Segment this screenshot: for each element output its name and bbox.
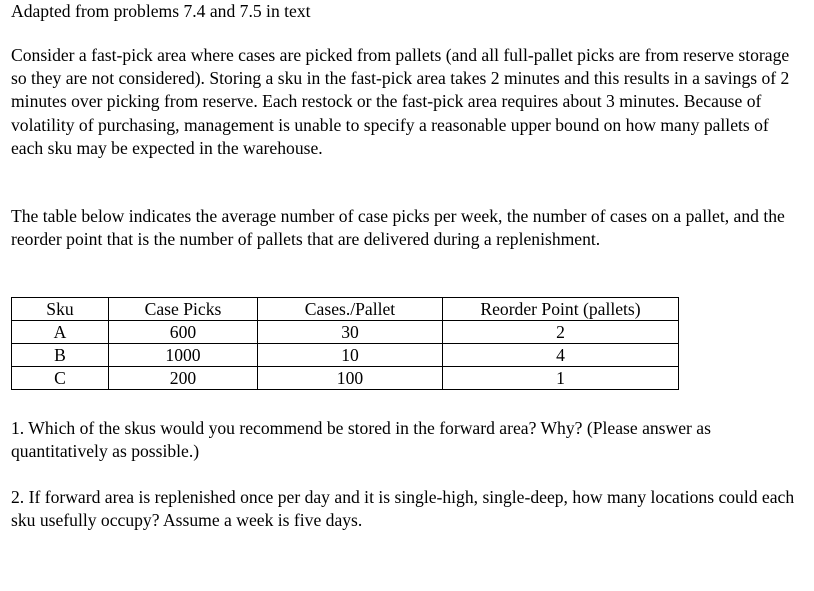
cell-case-picks: 200	[109, 367, 258, 390]
document-heading: Adapted from problems 7.4 and 7.5 in text	[11, 1, 311, 21]
sku-data-table	[11, 297, 679, 390]
problem-description-paragraph: Consider a fast-pick area where cases are picked from pallets (and all full-pallet picks are from reserve storage so they are not considered). Storing a sku in the fast-pick area takes 2 minutes and this results in a savings of 2 minutes over picking from reserve. Each restock or the fast-pick area requires about 3 minutes. Because of volatility of purchasing, management is unable to specify a reasonable upper bound on how many pallets of each sku may be expected in the warehouse.	[11, 45, 790, 158]
header-sku: Sku	[12, 298, 109, 321]
header-case-picks: Case Picks	[109, 298, 258, 321]
table-intro-paragraph: The table below indicates the average number of case picks per week, the number of cases on a pallet, and the reorder point that is the number of pallets that are delivered during a replenishment.	[11, 206, 785, 250]
cell-cases-per-pallet: 10	[258, 344, 443, 367]
cell-sku: C	[12, 367, 109, 390]
question-2: 2. If forward area is replenished once per day and it is single-high, single-deep, how many locations could each sku usefully occupy? Assume a week is five days.	[11, 487, 795, 531]
cell-reorder-point: 1	[443, 367, 679, 390]
table-row	[12, 367, 679, 390]
table-row	[12, 344, 679, 367]
cell-reorder-point: 2	[443, 321, 679, 344]
question-1: 1. Which of the skus would you recommend be stored in the forward area? Why? (Please answer as quantitatively as possible.)	[11, 418, 711, 462]
cell-case-picks: 1000	[109, 344, 258, 367]
cell-cases-per-pallet: 30	[258, 321, 443, 344]
cell-sku: A	[12, 321, 109, 344]
cell-case-picks: 600	[109, 321, 258, 344]
cell-reorder-point: 4	[443, 344, 679, 367]
cell-cases-per-pallet: 100	[258, 367, 443, 390]
table-header-row	[12, 298, 679, 321]
header-cases-per-pallet: Cases./Pallet	[258, 298, 443, 321]
table-row	[12, 321, 679, 344]
header-reorder-point: Reorder Point (pallets)	[443, 298, 679, 321]
cell-sku: B	[12, 344, 109, 367]
